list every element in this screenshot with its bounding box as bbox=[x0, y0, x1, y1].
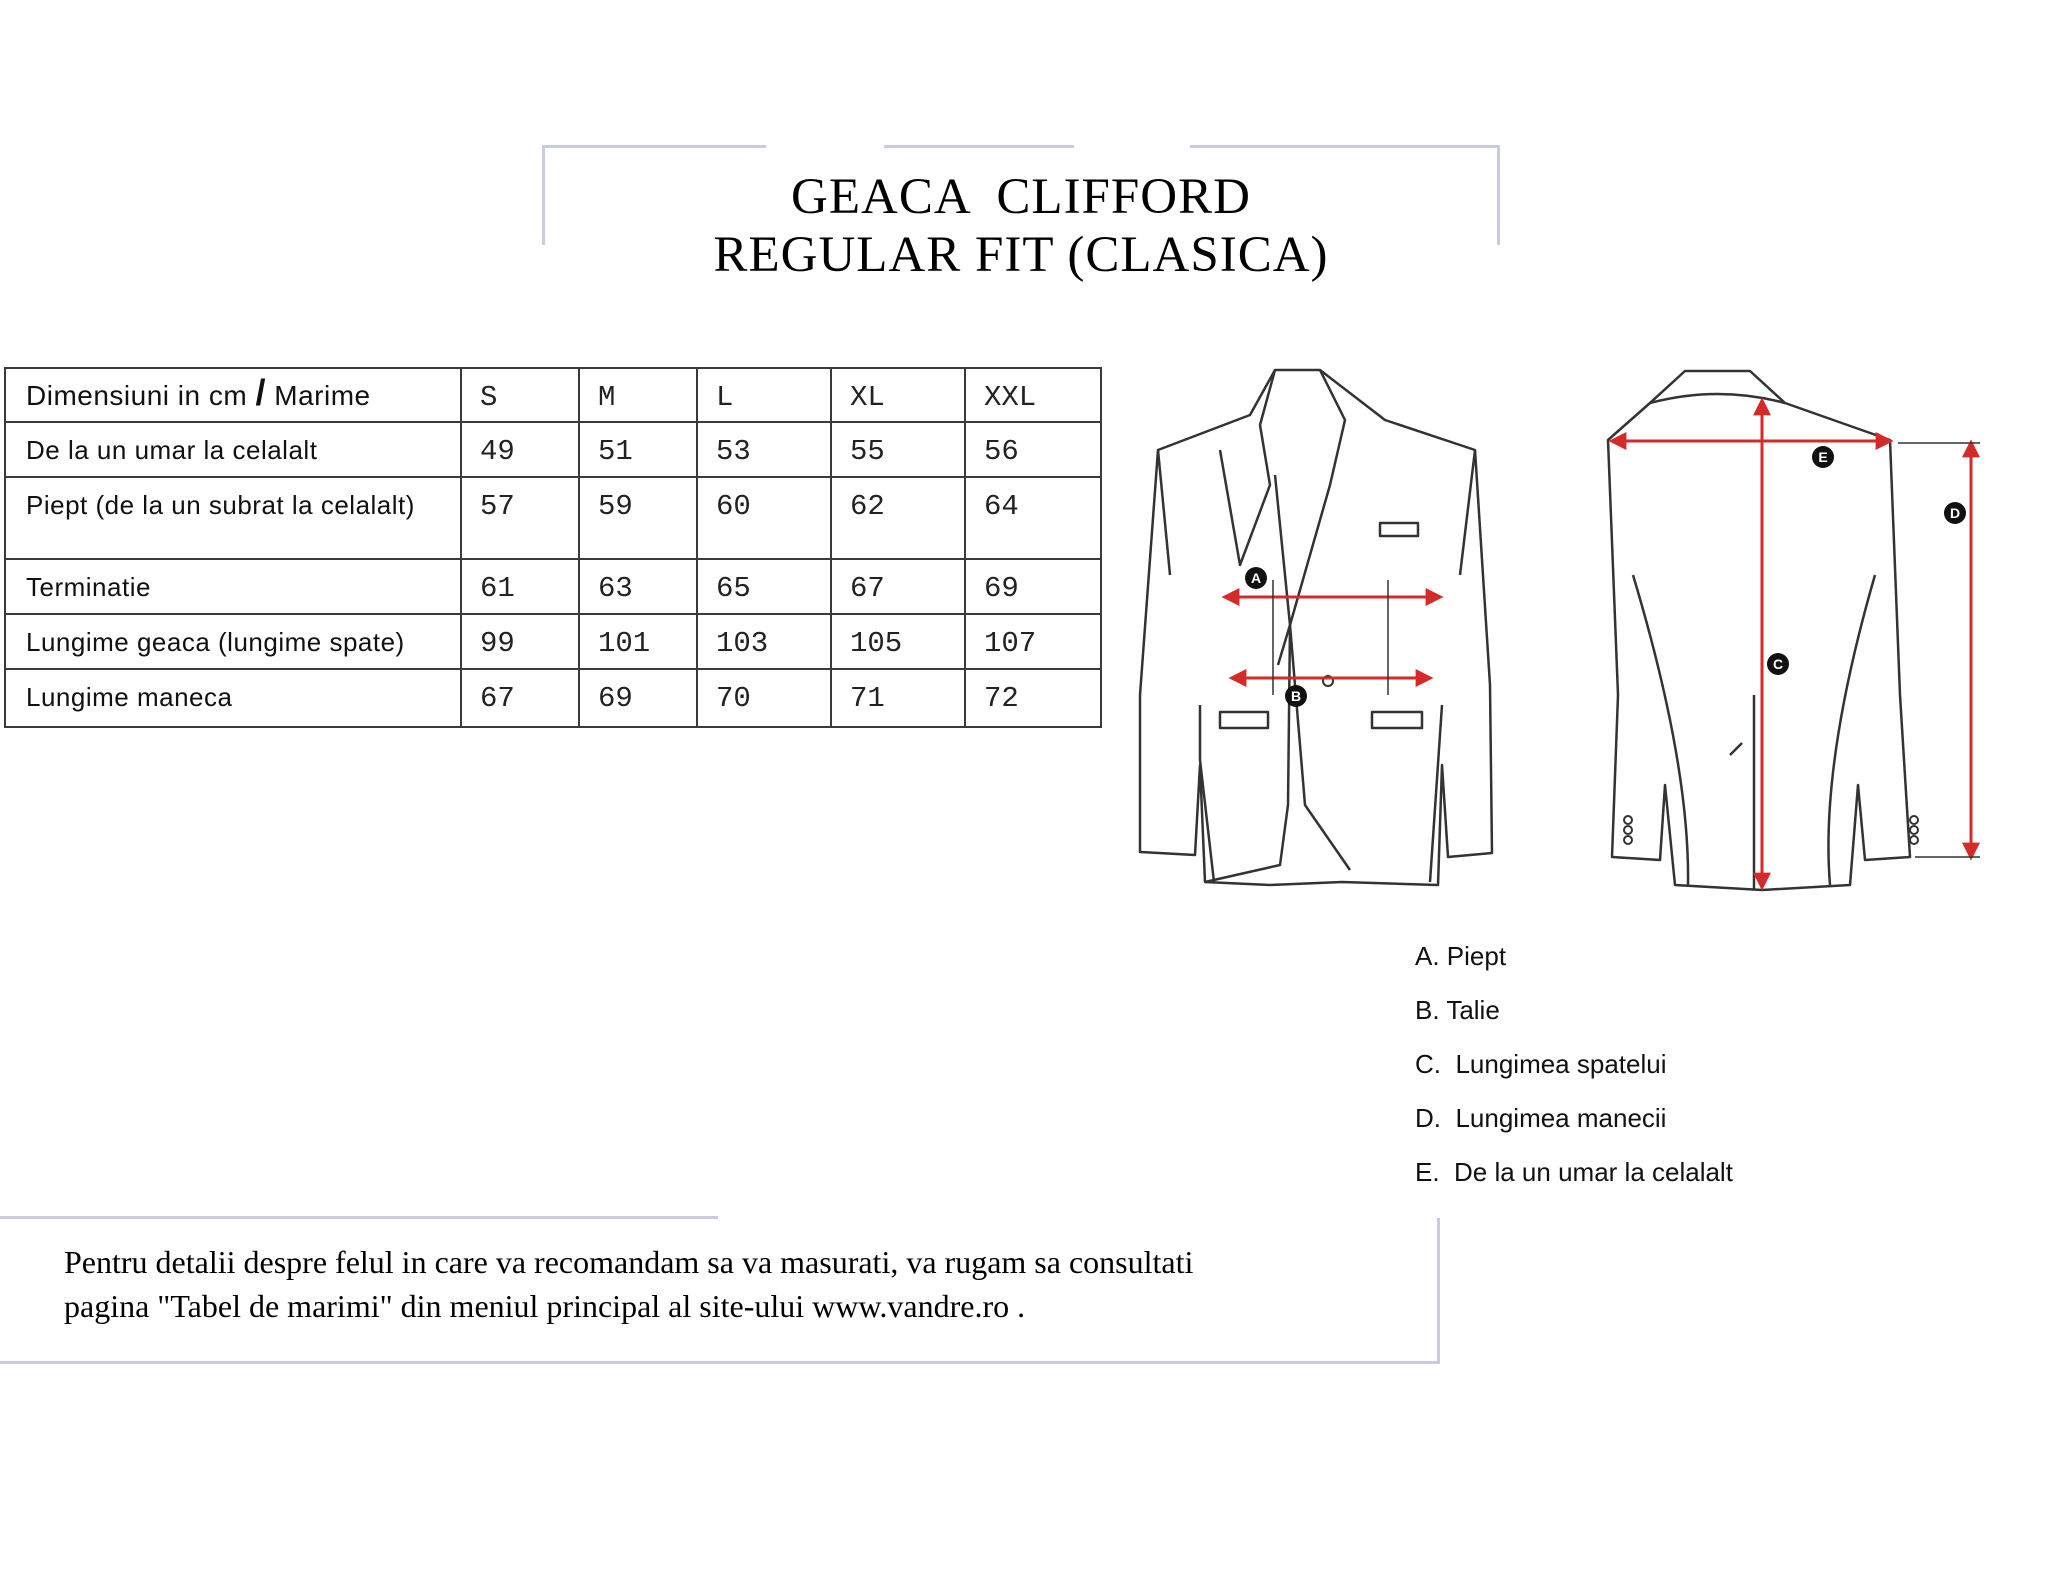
legend-item: A. Piept bbox=[1415, 941, 1507, 971]
table-cell: 53 bbox=[697, 422, 831, 477]
row-label: Terminatie bbox=[5, 559, 461, 614]
table-cell: 105 bbox=[831, 614, 965, 669]
table-cell: 99 bbox=[461, 614, 579, 669]
table-row bbox=[5, 614, 1101, 669]
table-cell: 57 bbox=[461, 477, 579, 559]
measurement-legend bbox=[1415, 938, 1733, 1208]
table-cell: 69 bbox=[965, 559, 1101, 614]
row-label: Lungime maneca bbox=[5, 669, 461, 727]
table-cell: 65 bbox=[697, 559, 831, 614]
marker-e-label: E bbox=[1818, 449, 1828, 465]
table-row bbox=[5, 669, 1101, 727]
note-line-1: Pentru detalii despre felul in care va recomandam sa va masurati, va rugam sa consultati bbox=[64, 1244, 1194, 1280]
table-cell: 60 bbox=[697, 477, 831, 559]
table-header-row bbox=[5, 368, 1101, 422]
size-header-s: S bbox=[461, 368, 579, 422]
marker-c-label: C bbox=[1772, 656, 1784, 672]
jacket-measurement-diagram bbox=[1130, 365, 2010, 905]
table-cell: 61 bbox=[461, 559, 579, 614]
table-cell: 63 bbox=[579, 559, 697, 614]
table-cell: 67 bbox=[831, 559, 965, 614]
row-label: Piept (de la un subrat la celalalt) bbox=[5, 477, 461, 559]
front-jacket-outline bbox=[1140, 370, 1492, 885]
legend-item: B. Talie bbox=[1415, 995, 1500, 1025]
marker-a-label: A bbox=[1250, 570, 1262, 586]
row-label: De la un umar la celalalt bbox=[5, 422, 461, 477]
table-cell: 56 bbox=[965, 422, 1101, 477]
page-title bbox=[542, 168, 1500, 284]
table-cell: 72 bbox=[965, 669, 1101, 727]
marker-b-label: B bbox=[1290, 688, 1302, 704]
table-cell: 70 bbox=[697, 669, 831, 727]
sizing-note bbox=[64, 1240, 1193, 1328]
size-header-m: M bbox=[579, 368, 697, 422]
size-header-l: L bbox=[697, 368, 831, 422]
table-header-label bbox=[5, 368, 461, 422]
size-header-xxl: XXL bbox=[965, 368, 1101, 422]
legend-item: D. Lungimea manecii bbox=[1415, 1103, 1667, 1133]
table-cell: 64 bbox=[965, 477, 1101, 559]
header-label-dimensions: Dimensiuni in cm bbox=[26, 380, 248, 411]
size-header-xl: XL bbox=[831, 368, 965, 422]
legend-item: C. Lungimea spatelui bbox=[1415, 1049, 1667, 1079]
table-cell: 103 bbox=[697, 614, 831, 669]
table-cell: 101 bbox=[579, 614, 697, 669]
table-row bbox=[5, 477, 1101, 559]
note-line-2: pagina "Tabel de marimi" din meniul principal al site-ului www.vandre.ro . bbox=[64, 1288, 1026, 1324]
table-cell: 51 bbox=[579, 422, 697, 477]
table-cell: 69 bbox=[579, 669, 697, 727]
title-line-1: GEACA CLIFFORD bbox=[791, 169, 1251, 225]
table-cell: 49 bbox=[461, 422, 579, 477]
header-label-size: Marime bbox=[274, 380, 371, 411]
marker-d-label: D bbox=[1949, 505, 1961, 521]
table-cell: 55 bbox=[831, 422, 965, 477]
header-label-slash: / bbox=[255, 372, 266, 413]
table-cell: 59 bbox=[579, 477, 697, 559]
legend-item: E. De la un umar la celalalt bbox=[1415, 1157, 1733, 1187]
back-jacket-outline bbox=[1608, 371, 1910, 890]
table-row bbox=[5, 559, 1101, 614]
size-table bbox=[4, 367, 1102, 728]
table-cell: 62 bbox=[831, 477, 965, 559]
table-cell: 107 bbox=[965, 614, 1101, 669]
table-cell: 67 bbox=[461, 669, 579, 727]
table-cell: 71 bbox=[831, 669, 965, 727]
table-row bbox=[5, 422, 1101, 477]
title-line-2: REGULAR FIT (CLASICA) bbox=[713, 227, 1329, 283]
row-label: Lungime geaca (lungime spate) bbox=[5, 614, 461, 669]
